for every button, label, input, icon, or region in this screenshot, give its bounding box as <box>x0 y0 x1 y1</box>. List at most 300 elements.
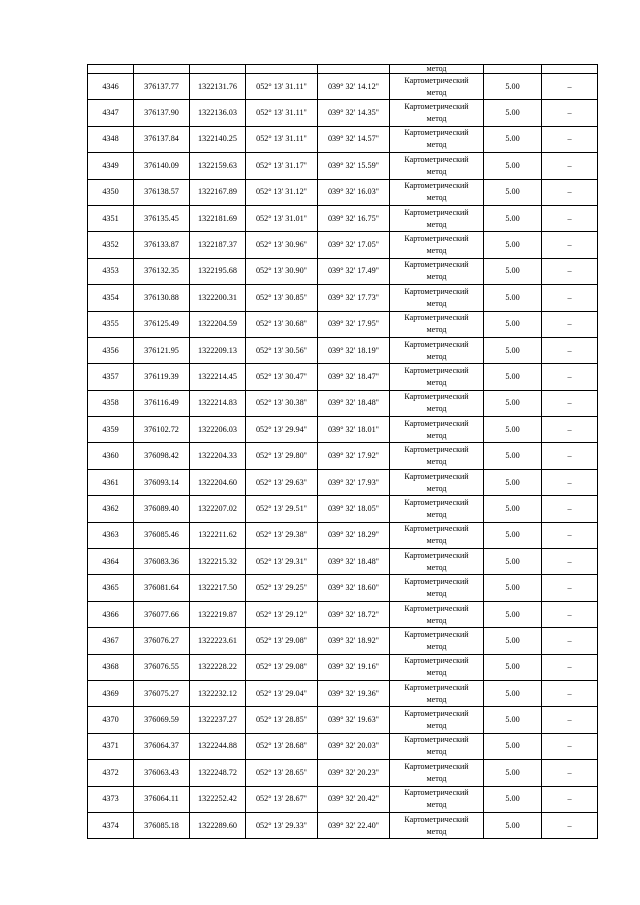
latitude-cell: 052° 13' 29.33" <box>246 812 318 838</box>
point-number-cell: 4348 <box>88 126 134 152</box>
note-cell: – <box>542 680 598 706</box>
note-cell: – <box>542 654 598 680</box>
table-row <box>88 337 598 363</box>
method-line-1: Картометрический <box>404 471 469 481</box>
x-coordinate-cell: 376137.77 <box>134 74 190 100</box>
longitude-cell: 039° 32' 19.36" <box>318 680 390 706</box>
point-number-cell: 4349 <box>88 153 134 179</box>
note-cell: – <box>542 337 598 363</box>
x-coordinate-cell: 376137.90 <box>134 100 190 126</box>
point-number-cell: 4367 <box>88 628 134 654</box>
method-line-1: Картометрический <box>404 313 469 323</box>
y-coordinate-cell: 1322244.88 <box>190 733 246 759</box>
method-cell <box>390 601 484 627</box>
longitude-cell: 039° 32' 20.42" <box>318 786 390 812</box>
y-coordinate-cell: 1322167.89 <box>190 179 246 205</box>
y-coordinate-cell: 1322136.03 <box>190 100 246 126</box>
accuracy-cell: 5.00 <box>484 760 542 786</box>
accuracy-cell: 5.00 <box>484 786 542 812</box>
method-line-2: метод <box>426 377 447 387</box>
latitude-cell: 052° 13' 29.38" <box>246 522 318 548</box>
method-cell <box>390 232 484 258</box>
method-line-1: Картометрический <box>404 709 469 719</box>
table-row <box>88 549 598 575</box>
longitude-cell: 039° 32' 18.48" <box>318 390 390 416</box>
x-coordinate-cell: 376075.27 <box>134 680 190 706</box>
longitude-cell: 039° 32' 18.60" <box>318 575 390 601</box>
latitude-cell: 052° 13' 29.51" <box>246 496 318 522</box>
longitude-cell: 039° 32' 17.05" <box>318 232 390 258</box>
method-cell <box>390 549 484 575</box>
y-coordinate-cell: 1322181.69 <box>190 205 246 231</box>
longitude-cell: 039° 32' 15.59" <box>318 153 390 179</box>
table-row <box>88 364 598 390</box>
table-body <box>88 65 598 839</box>
latitude-cell: 052° 13' 29.80" <box>246 443 318 469</box>
y-coordinate-cell: 1322215.32 <box>190 549 246 575</box>
method-line-1: Картометрический <box>404 761 469 771</box>
point-number-cell: 4358 <box>88 390 134 416</box>
method-line-2: метод <box>426 826 447 836</box>
latitude-cell: 052° 13' 29.25" <box>246 575 318 601</box>
latitude-cell: 052° 13' 31.11" <box>246 126 318 152</box>
y-coordinate-cell: 1322204.59 <box>190 311 246 337</box>
point-number-cell: 4365 <box>88 575 134 601</box>
latitude-cell: 052° 13' 29.31" <box>246 549 318 575</box>
latitude-cell: 052° 13' 31.12" <box>246 179 318 205</box>
point-number-cell: 4366 <box>88 601 134 627</box>
method-line-1: Картометрический <box>404 234 469 244</box>
note-cell: – <box>542 443 598 469</box>
method-cell <box>390 205 484 231</box>
method-line-2: метод <box>426 562 447 572</box>
latitude-cell: 052° 13' 28.67" <box>246 786 318 812</box>
latitude-cell: 052° 13' 28.85" <box>246 707 318 733</box>
table-row <box>88 733 598 759</box>
method-cell <box>390 126 484 152</box>
longitude-cell: 039° 32' 18.72" <box>318 601 390 627</box>
longitude-cell: 039° 32' 17.73" <box>318 285 390 311</box>
x-coordinate-cell: 376085.18 <box>134 812 190 838</box>
table-row <box>88 311 598 337</box>
method-line-2: метод <box>426 747 447 757</box>
method-line-1: Картометрический <box>404 788 469 798</box>
method-line-2: метод <box>426 114 447 124</box>
point-number-cell: 4354 <box>88 285 134 311</box>
latitude-cell: 052° 13' 31.11" <box>246 100 318 126</box>
accuracy-cell: 5.00 <box>484 285 542 311</box>
y-coordinate-cell: 1322214.45 <box>190 364 246 390</box>
y-coordinate-cell: 1322219.87 <box>190 601 246 627</box>
point-number-cell: 4364 <box>88 549 134 575</box>
x-coordinate-cell: 376093.14 <box>134 469 190 495</box>
y-coordinate-cell: 1322214.83 <box>190 390 246 416</box>
point-number-cell: 4346 <box>88 74 134 100</box>
note-cell: – <box>542 522 598 548</box>
note-cell: – <box>542 760 598 786</box>
longitude-cell: 039° 32' 18.47" <box>318 364 390 390</box>
method-line-2: метод <box>426 298 447 308</box>
coordinates-table <box>87 64 598 839</box>
method-cell <box>390 443 484 469</box>
method-line-1: Картометрический <box>404 629 469 639</box>
y-coordinate-cell: 1322252.42 <box>190 786 246 812</box>
y-coordinate-cell: 1322206.03 <box>190 417 246 443</box>
table-row <box>88 443 598 469</box>
table-row <box>88 390 598 416</box>
point-number-cell: 4374 <box>88 812 134 838</box>
note-cell: – <box>542 126 598 152</box>
x-coordinate-cell: 376138.57 <box>134 179 190 205</box>
header-cell <box>318 65 390 74</box>
method-line-2: метод <box>426 430 447 440</box>
accuracy-cell: 5.00 <box>484 496 542 522</box>
accuracy-cell: 5.00 <box>484 733 542 759</box>
y-coordinate-cell: 1322204.33 <box>190 443 246 469</box>
accuracy-cell: 5.00 <box>484 654 542 680</box>
accuracy-cell: 5.00 <box>484 390 542 416</box>
latitude-cell: 052° 13' 29.04" <box>246 680 318 706</box>
method-line-1: Картометрический <box>404 445 469 455</box>
y-coordinate-cell: 1322209.13 <box>190 337 246 363</box>
accuracy-cell: 5.00 <box>484 337 542 363</box>
accuracy-cell: 5.00 <box>484 812 542 838</box>
longitude-cell: 039° 32' 18.92" <box>318 628 390 654</box>
longitude-cell: 039° 32' 17.95" <box>318 311 390 337</box>
latitude-cell: 052° 13' 28.68" <box>246 733 318 759</box>
latitude-cell: 052° 13' 29.08" <box>246 628 318 654</box>
latitude-cell: 052° 13' 30.38" <box>246 390 318 416</box>
y-coordinate-cell: 1322237.27 <box>190 707 246 733</box>
x-coordinate-cell: 376133.87 <box>134 232 190 258</box>
note-cell: – <box>542 364 598 390</box>
table-row <box>88 179 598 205</box>
x-coordinate-cell: 376064.37 <box>134 733 190 759</box>
note-cell: – <box>542 812 598 838</box>
method-line-2: метод <box>426 272 447 282</box>
method-cell <box>390 100 484 126</box>
point-number-cell: 4351 <box>88 205 134 231</box>
method-line-1: Картометрический <box>404 75 469 85</box>
note-cell: – <box>542 285 598 311</box>
method-line-2: метод <box>426 615 447 625</box>
x-coordinate-cell: 376081.64 <box>134 575 190 601</box>
latitude-cell: 052° 13' 30.56" <box>246 337 318 363</box>
method-line-2: метод <box>426 483 447 493</box>
note-cell: – <box>542 628 598 654</box>
longitude-cell: 039° 32' 16.75" <box>318 205 390 231</box>
table-row <box>88 153 598 179</box>
y-coordinate-cell: 1322187.37 <box>190 232 246 258</box>
accuracy-cell: 5.00 <box>484 707 542 733</box>
accuracy-cell: 5.00 <box>484 311 542 337</box>
x-coordinate-cell: 376119.39 <box>134 364 190 390</box>
table-row <box>88 100 598 126</box>
y-coordinate-cell: 1322217.50 <box>190 575 246 601</box>
point-number-cell: 4357 <box>88 364 134 390</box>
method-line-1: Картометрический <box>404 207 469 217</box>
method-cell <box>390 390 484 416</box>
accuracy-cell: 5.00 <box>484 522 542 548</box>
table-row <box>88 232 598 258</box>
note-cell: – <box>542 786 598 812</box>
x-coordinate-cell: 376132.35 <box>134 258 190 284</box>
method-line-2: метод <box>426 641 447 651</box>
note-cell: – <box>542 707 598 733</box>
method-line-1: Картометрический <box>404 154 469 164</box>
method-line-2: метод <box>426 800 447 810</box>
method-cell <box>390 337 484 363</box>
y-coordinate-cell: 1322131.76 <box>190 74 246 100</box>
method-cell <box>390 496 484 522</box>
longitude-cell: 039° 32' 18.05" <box>318 496 390 522</box>
longitude-cell: 039° 32' 16.03" <box>318 179 390 205</box>
note-cell: – <box>542 153 598 179</box>
x-coordinate-cell: 376085.46 <box>134 522 190 548</box>
latitude-cell: 052° 13' 30.85" <box>246 285 318 311</box>
x-coordinate-cell: 376125.49 <box>134 311 190 337</box>
method-line-1: Картометрический <box>404 365 469 375</box>
method-line-1: Картометрический <box>404 102 469 112</box>
point-number-cell: 4350 <box>88 179 134 205</box>
header-cell <box>134 65 190 74</box>
table-row <box>88 285 598 311</box>
table-row <box>88 707 598 733</box>
accuracy-cell: 5.00 <box>484 364 542 390</box>
longitude-cell: 039° 32' 17.49" <box>318 258 390 284</box>
note-cell: – <box>542 311 598 337</box>
point-number-cell: 4369 <box>88 680 134 706</box>
note-cell: – <box>542 469 598 495</box>
method-cell <box>390 760 484 786</box>
table-row <box>88 469 598 495</box>
latitude-cell: 052° 13' 31.11" <box>246 74 318 100</box>
latitude-cell: 052° 13' 29.63" <box>246 469 318 495</box>
longitude-cell: 039° 32' 18.29" <box>318 522 390 548</box>
point-number-cell: 4352 <box>88 232 134 258</box>
note-cell: – <box>542 601 598 627</box>
table-row <box>88 258 598 284</box>
x-coordinate-cell: 376064.11 <box>134 786 190 812</box>
method-line-2: метод <box>426 140 447 150</box>
method-line-1: Картометрический <box>404 682 469 692</box>
method-cell <box>390 680 484 706</box>
x-coordinate-cell: 376098.42 <box>134 443 190 469</box>
accuracy-cell: 5.00 <box>484 179 542 205</box>
x-coordinate-cell: 376089.40 <box>134 496 190 522</box>
y-coordinate-cell: 1322207.02 <box>190 496 246 522</box>
method-line-2: метод <box>426 536 447 546</box>
accuracy-cell: 5.00 <box>484 469 542 495</box>
latitude-cell: 052° 13' 29.94" <box>246 417 318 443</box>
note-cell: – <box>542 74 598 100</box>
method-line-2: метод <box>426 668 447 678</box>
method-cell <box>390 179 484 205</box>
table-row <box>88 74 598 100</box>
table-row <box>88 760 598 786</box>
y-coordinate-cell: 1322232.12 <box>190 680 246 706</box>
table-row <box>88 654 598 680</box>
x-coordinate-cell: 376102.72 <box>134 417 190 443</box>
longitude-cell: 039° 32' 18.19" <box>318 337 390 363</box>
method-cell <box>390 575 484 601</box>
note-cell: – <box>542 232 598 258</box>
table-row <box>88 126 598 152</box>
x-coordinate-cell: 376083.36 <box>134 549 190 575</box>
note-cell: – <box>542 390 598 416</box>
longitude-cell: 039° 32' 17.93" <box>318 469 390 495</box>
method-line-1: Картометрический <box>404 550 469 560</box>
latitude-cell: 052° 13' 28.65" <box>246 760 318 786</box>
note-cell: – <box>542 496 598 522</box>
method-cell <box>390 628 484 654</box>
method-cell <box>390 285 484 311</box>
x-coordinate-cell: 376076.27 <box>134 628 190 654</box>
note-cell: – <box>542 733 598 759</box>
accuracy-cell: 5.00 <box>484 126 542 152</box>
latitude-cell: 052° 13' 30.90" <box>246 258 318 284</box>
method-line-2: метод <box>426 404 447 414</box>
note-cell: – <box>542 417 598 443</box>
point-number-cell: 4359 <box>88 417 134 443</box>
method-line-2: метод <box>426 694 447 704</box>
table-row <box>88 205 598 231</box>
method-cell <box>390 733 484 759</box>
method-line-2: метод <box>426 166 447 176</box>
table-header-fragment <box>88 65 598 74</box>
header-cell <box>484 65 542 74</box>
x-coordinate-cell: 376063.43 <box>134 760 190 786</box>
latitude-cell: 052° 13' 30.47" <box>246 364 318 390</box>
header-cell <box>190 65 246 74</box>
method-cell <box>390 364 484 390</box>
table-row <box>88 575 598 601</box>
method-cell <box>390 417 484 443</box>
method-line-1: Картометрический <box>404 286 469 296</box>
method-line-2: метод <box>426 193 447 203</box>
point-number-cell: 4368 <box>88 654 134 680</box>
method-cell <box>390 311 484 337</box>
point-number-cell: 4363 <box>88 522 134 548</box>
table-row <box>88 522 598 548</box>
method-line-1: Картометрический <box>404 656 469 666</box>
accuracy-cell: 5.00 <box>484 417 542 443</box>
point-number-cell: 4370 <box>88 707 134 733</box>
method-line-2: метод <box>426 351 447 361</box>
y-coordinate-cell: 1322248.72 <box>190 760 246 786</box>
x-coordinate-cell: 376137.84 <box>134 126 190 152</box>
method-line-1: Картометрический <box>404 814 469 824</box>
x-coordinate-cell: 376140.09 <box>134 153 190 179</box>
method-line-1: Картометрический <box>404 260 469 270</box>
note-cell: – <box>542 179 598 205</box>
x-coordinate-cell: 376069.59 <box>134 707 190 733</box>
note-cell: – <box>542 100 598 126</box>
y-coordinate-cell: 1322289.60 <box>190 812 246 838</box>
point-number-cell: 4353 <box>88 258 134 284</box>
x-coordinate-cell: 376121.95 <box>134 337 190 363</box>
table-row <box>88 417 598 443</box>
latitude-cell: 052° 13' 31.01" <box>246 205 318 231</box>
x-coordinate-cell: 376135.45 <box>134 205 190 231</box>
accuracy-cell: 5.00 <box>484 443 542 469</box>
note-cell: – <box>542 205 598 231</box>
method-cell <box>390 258 484 284</box>
note-cell: – <box>542 258 598 284</box>
header-cell <box>88 65 134 74</box>
table-row <box>88 496 598 522</box>
point-number-cell: 4362 <box>88 496 134 522</box>
method-line-1: Картометрический <box>404 418 469 428</box>
accuracy-cell: 5.00 <box>484 205 542 231</box>
x-coordinate-cell: 376116.49 <box>134 390 190 416</box>
point-number-cell: 4360 <box>88 443 134 469</box>
method-line-2: метод <box>426 325 447 335</box>
longitude-cell: 039° 32' 14.35" <box>318 100 390 126</box>
longitude-cell: 039° 32' 18.48" <box>318 549 390 575</box>
latitude-cell: 052° 13' 31.17" <box>246 153 318 179</box>
longitude-cell: 039° 32' 22.40" <box>318 812 390 838</box>
method-cell <box>390 522 484 548</box>
accuracy-cell: 5.00 <box>484 680 542 706</box>
method-line-1: Картометрический <box>404 497 469 507</box>
point-number-cell: 4361 <box>88 469 134 495</box>
method-line-2: метод <box>426 219 447 229</box>
method-line-2: метод <box>426 509 447 519</box>
latitude-cell: 052° 13' 29.12" <box>246 601 318 627</box>
header-method-text: метод <box>426 64 447 73</box>
longitude-cell: 039° 32' 14.57" <box>318 126 390 152</box>
method-cell <box>390 707 484 733</box>
point-number-cell: 4355 <box>88 311 134 337</box>
point-number-cell: 4347 <box>88 100 134 126</box>
method-line-2: метод <box>426 87 447 97</box>
accuracy-cell: 5.00 <box>484 601 542 627</box>
accuracy-cell: 5.00 <box>484 100 542 126</box>
y-coordinate-cell: 1322211.62 <box>190 522 246 548</box>
table-row <box>88 601 598 627</box>
document-page <box>87 64 597 839</box>
note-cell: – <box>542 575 598 601</box>
table-row <box>88 628 598 654</box>
longitude-cell: 039° 32' 20.03" <box>318 733 390 759</box>
x-coordinate-cell: 376130.88 <box>134 285 190 311</box>
header-cell <box>542 65 598 74</box>
method-line-1: Картометрический <box>404 181 469 191</box>
method-line-2: метод <box>426 721 447 731</box>
method-line-1: Картометрический <box>404 128 469 138</box>
accuracy-cell: 5.00 <box>484 74 542 100</box>
longitude-cell: 039° 32' 20.23" <box>318 760 390 786</box>
header-cell <box>246 65 318 74</box>
method-line-2: метод <box>426 457 447 467</box>
x-coordinate-cell: 376077.66 <box>134 601 190 627</box>
method-line-1: Картометрический <box>404 577 469 587</box>
longitude-cell: 039° 32' 18.01" <box>318 417 390 443</box>
method-cell <box>390 469 484 495</box>
note-cell: – <box>542 549 598 575</box>
y-coordinate-cell: 1322159.63 <box>190 153 246 179</box>
longitude-cell: 039° 32' 19.16" <box>318 654 390 680</box>
method-cell <box>390 654 484 680</box>
header-method-cell <box>390 65 484 74</box>
y-coordinate-cell: 1322204.60 <box>190 469 246 495</box>
method-cell <box>390 812 484 838</box>
table-row <box>88 812 598 838</box>
longitude-cell: 039° 32' 14.12" <box>318 74 390 100</box>
longitude-cell: 039° 32' 19.63" <box>318 707 390 733</box>
y-coordinate-cell: 1322195.68 <box>190 258 246 284</box>
